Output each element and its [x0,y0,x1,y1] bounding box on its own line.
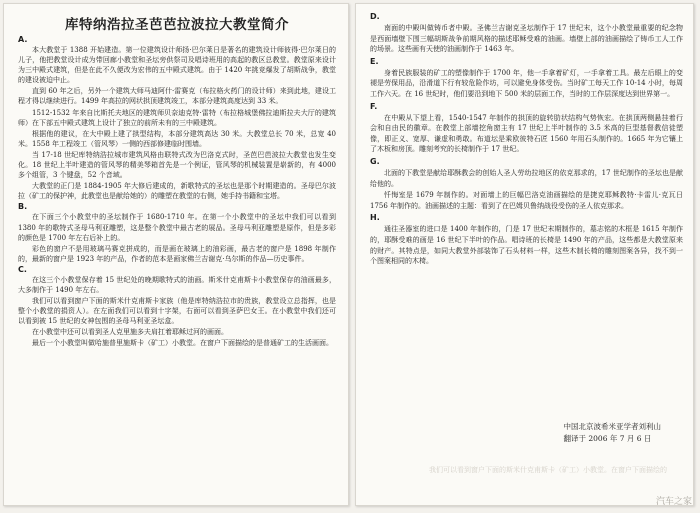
section-label: C. [18,264,27,274]
section-label: A. [18,35,28,44]
signature-author: 中国北京波希米亚学者刘利山 [563,422,661,431]
paragraph: 忏悔室是 1679 年制作的。对面墙上的巨幅巴洛克油画描绘的是捷克耶稣教特·卡雷儿·克瓦日 1756 年制作的。油画描述的主题：看到了在巴姆贝鲁纳战役受伤的圣人依克那求。 [370,191,683,210]
paragraph: 1512-1532 年来自比斯托夫地区的建筑师贝奈迪克特·雷特（布拉格城堡佛拉迪斯拉夫大厅的建筑师）在下部五中殿式建筑上设计了独立的前所未有的三中殿建筑。 [18,108,336,127]
section-label: B. [18,202,28,212]
paragraph: 身着民族服装的矿工的塑像制作于 1700 年，他一手拿着矿灯，一手拿着工具。最左后眼上的变褪是劳保用品，沿滑道下行有较危险作坊，可以避免身体受伤。当时矿工每天工作 10-14 小时，每周工作六天。在 16 世纪时，他们要沿到地下 500 米的层面工作，当时的工作层深度达到世界第一。 [370,68,683,98]
translator-signature [564,421,662,445]
section-label: E. [370,56,379,66]
paragraph: 在这三个小教堂保存着 15 世纪处的晚期歌特式的油画。斯米什克甫斯卡小教堂保存的油画最多，大多制作于 1490 年左右。 [18,275,336,294]
section-label: F. [370,101,378,111]
left-sections [18,35,336,349]
document-title: 库特纳浩拉圣芭芭拉波拉大教堂简介 [65,17,289,33]
right-page [355,3,694,506]
paragraph: 彩色的窗户不是用玻璃马赛克拼成的，而是画在玻璃上的油彩画，最古老的窗户是 1898 年制作的，最新的窗户是 1923 年的产品，作者的范本是画家佛兰吉谢克·乌尔斯的作品—历史事件。 [18,244,336,263]
site-watermark: 汽车之家 [655,497,692,507]
paragraph: 北面的下教堂是献给耶酥教会的创始人圣人劳幼拉地区的依克那求的，17 世纪制作的圣坛也是献给他的。 [370,168,683,188]
paragraph: 南面的中殿叫做铸币者中殿。圣佛兰吉谢克圣坛制作于 17 世纪末，这个小教堂最重要的纪念物是西面墙壁下围三幅胡斯战争前期风格的描述耶稣受难的油画。墙壁上部的油画描绘了铸币工人工作的场景。这些画有天使的油画制作于 1463 年。 [370,24,683,54]
paragraph: 直到 60 年之后，另外一个建筑大师马迪阿什·雷赛克（布拉格火药门的设计师）来到此地，建设工程才得以继续进行。1499 年高拉的网状拱顶建筑竣工，本部分建筑高度达到 33 米。 [18,87,336,106]
section-label: H. [370,213,380,223]
signature-date: 翻译于 2006 年 7 月 6 日 [563,434,652,443]
paragraph: 在中殿从下望上看，1540-1547 年制作的拱顶的旋转肋状结构气势恢宏。在拱顶两侧悬挂着行会和自由民的徽章。在教堂上部墙挖角窗主有 17 世纪上半叶制作的 3.5 米高的巨型基督教信徒塑像，即正义、宽厚、谦虚和勇敢。布道坛是乘欧彼特石匠 1560 年用石头制作的。1665 年为它镶上了木板和房顶。雕刻考究的长椅制作于 17 世纪。 [370,113,683,154]
paragraph: 大教堂的正门是 1884-1905 年大修后建成的，新歌特式的圣坛也是那个时期建造的。圣母巴尔波拉（矿工的保护神，此教堂也是献给她的）的雕塑在教堂的右侧，她手持书籍和宝塔。 [18,182,336,201]
section-label: G. [370,156,380,166]
paragraph: 最后一个小教堂叫做哈施普里施斯卡（矿工）小教堂。在窗户下面描绘的是普通矿工的生活画面。 [32,339,333,348]
faded-bleed-text: 我们可以看到窗户下面的斯米什克甫斯卡（矿工）小教堂。在窗户下面描绘的 [429,466,667,474]
paragraph: 根据他的建议，在大中殿上建了拱型结构，本部分建筑高达 30 米。大教堂总长 70 米，总宽 40 米。1558 年工程竣工（管风琴）一侧的西部修建临时围墙。 [18,129,336,148]
right-sections [370,12,683,267]
section-label: D. [370,12,380,21]
left-page [3,3,349,506]
paragraph: 通往圣器室的进口是 1400 年制作的，门是 17 世纪末期制作的，墓志铭的木框是 1615 年制作的，耶酥受难的画是 16 世纪下半叶的作品。唱诗班的长椅是 1490 年的产品，这些都是大教堂原来的财产。其特点是，如同大教堂外部装饰了石头材料一样，这些木制长椅的雕刻图案各异，找不到一个图案相同的木椅。 [370,225,683,266]
paragraph: 本大教堂于 1388 开始建造。第一位建筑设计师扬·巴尔莱日是著名的建筑设计师彼得·巴尔莱日的儿子，他把教堂设计成为带回廊小教堂和圣坛旁供祭司及唱诗班用的高起的教区总教堂。教堂原来设计为三中殿式建筑，但是在此不久便改为宏伟的五中殿式建筑。由于 1420 年挑竞爆发了胡斯战争，教堂的建设被迫中止。 [18,46,336,85]
paragraph: 在下面三个小教堂中的圣坛制作于 1680-1710 年。在第一个小教堂中的圣坛中我们可以看到 1380 年的歌特式圣母马利亚雕塑，这是整个教堂中最古老的展品。圣母马利亚雕塑是原作，但是多彩的颜色是 1700 年左右后补上的。 [18,213,336,242]
paragraph: 在小教堂中还可以看到圣人克里施多夫肩扛着耶稣过河的画面。 [32,328,228,337]
paragraph: 我们可以看到窗户下面的斯米什克甫斯卡家族（他是库特纳浩拉市的贵族，教堂设立总指挥，也是整个小教堂的捐资人）。在左面我们可以看到十字架，右面可以看到圣萨巴女王。在小教堂中我们还可以看到被 15 世纪的女神包围的圣母马利亚圣坛盒。 [18,297,336,326]
paragraph: 当 17-18 世纪库特纳浩拉城市建筑风格由联特式改为巴洛克式时，圣芭巴芭波拉大教堂也发生变化。18 世纪上半叶建造的管风琴的精美琴箱首先是一个例证，管风琴的机械装置是崭新的，有 4000 多个组管，3 个键盘，52 个音域。 [18,150,336,180]
